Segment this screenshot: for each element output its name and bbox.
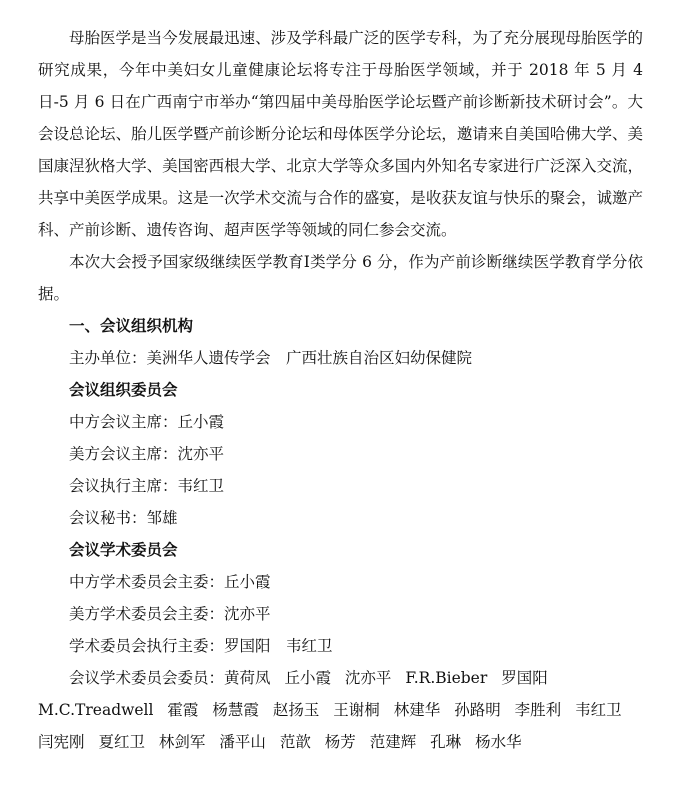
- committee-member-name: 林建华: [393, 701, 441, 719]
- academic-committee-heading: 会议学术委员会: [69, 541, 178, 559]
- executive-chair-line: 会议执行主席：韦红卫: [69, 477, 225, 495]
- academic-members-paragraph: [38, 662, 643, 758]
- us-chair-line: 美方会议主席：沈亦平: [69, 445, 225, 463]
- academic-chinese-chair-line: 中方学术委员会主委：丘小霞: [69, 573, 271, 591]
- secretary-line: 会议秘书：邹雄: [69, 509, 178, 527]
- committee-member-name: F.R.Bieber: [405, 669, 488, 687]
- committee-member-name: 范歆: [279, 733, 311, 751]
- committee-member-name: 范建辉: [369, 733, 417, 751]
- document-page: [38, 22, 643, 758]
- committee-member-name: 闫宪刚: [38, 733, 85, 751]
- committee-member-name: 潘平山: [219, 733, 266, 751]
- committee-member-name: 林剑军: [158, 733, 206, 751]
- organizers-line: 主办单位：美洲华人遗传学会 广西壮族自治区妇幼保健院: [69, 349, 473, 367]
- committee-member-name: M.C.Treadwell: [38, 701, 154, 719]
- committee-member-name: 韦红卫: [575, 701, 622, 719]
- committee-member-name: 杨水华: [475, 733, 522, 751]
- committee-member-name: 王谢桐: [333, 701, 380, 719]
- academic-executive-chair-line: 学术委员会执行主委：罗国阳 韦红卫: [69, 637, 333, 655]
- committee-member-name: 夏红卫: [98, 733, 145, 751]
- intro-paragraph-2: 本次大会授予国家级继续医学教育Ⅰ类学分 6 分，作为产前诊断继续医学教育学分依据。: [38, 253, 643, 303]
- committee-member-name: 沈亦平: [344, 669, 392, 687]
- committee-member-name: 丘小霞: [284, 669, 331, 687]
- committee-member-name: 黄荷凤: [224, 669, 271, 687]
- committee-member-name: 罗国阳: [501, 669, 548, 687]
- academic-members-label: 会议学术委员会委员：: [69, 669, 225, 687]
- committee-member-name: 杨慧霞: [212, 701, 259, 719]
- committee-member-name: 李胜利: [514, 701, 562, 719]
- intro-paragraph-1: 母胎医学是当今发展最迅速、涉及学科最广泛的医学专科，为了充分展现母胎医学的研究成果，今年中美妇女儿童健康论坛将专注于母胎医学领域，并于 2018 年 5 月 4 日-5 月 6 日在广西南宁市举办“第四届中美母胎医学论坛暨产前诊断新技术研讨会”。大会设总论坛、胎儿医学暨产前诊断分论坛和母体医学分论坛，邀请来自美国哈佛大学、美国康涅狄格大学、美国密西根大学、北京大学等众多国内外知名专家进行广泛深入交流，共享中美医学成果。这是一次学术交流与合作的盛宴，是收获友谊与快乐的聚会，诚邀产科、产前诊断、遗传咨询、超声医学等领域的同仁参会交流。: [38, 29, 643, 239]
- organizing-committee-heading: 会议组织委员会: [69, 381, 178, 399]
- committee-member-name: 孔琳: [430, 733, 462, 751]
- committee-member-name: 杨芳: [324, 733, 356, 751]
- committee-member-name: 孙路明: [454, 701, 501, 719]
- section-heading-organization: 一、会议组织机构: [69, 317, 194, 335]
- committee-member-name: 霍霞: [167, 701, 199, 719]
- chinese-chair-line: 中方会议主席：丘小霞: [69, 413, 225, 431]
- academic-us-chair-line: 美方学术委员会主委：沈亦平: [69, 605, 271, 623]
- committee-member-name: 赵扬玉: [272, 701, 320, 719]
